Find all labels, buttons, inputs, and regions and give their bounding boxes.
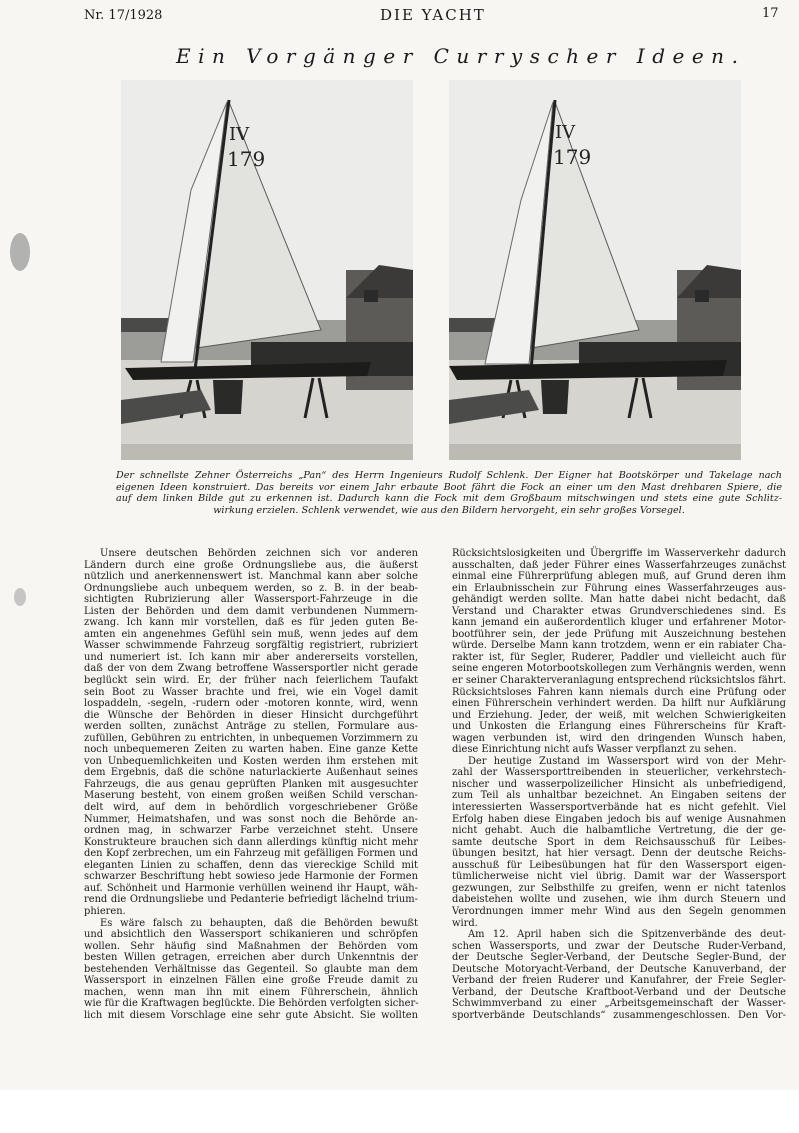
- article-title: Ein Vorgänger Curryscher Ideen.: [176, 44, 746, 68]
- text-line: zum Teil als unhaltbar bezeichnet. An Eingaben seitens der: [452, 790, 786, 802]
- text-line: eleganten Linien zu schaffen, denn das viereckige Schild mit: [84, 859, 418, 871]
- text-line: wollen. Sehr häufig sind Maßnahmen der Behörden vom: [84, 940, 418, 952]
- text-line: einen Führerschein verhindert werden. Da hilft nur Aufklärung: [452, 698, 786, 710]
- sailboat-photo-right: [449, 80, 741, 460]
- text-line: gezwungen, zur Selbsthilfe zu greifen, wenn er nicht tatenlos: [452, 882, 786, 894]
- text-line: zwang. Ich kann mir vorstellen, daß es für jeden guten Be-: [84, 617, 418, 629]
- text-line: delt wird, auf dem in behördlich vorgeschriebener Größe: [84, 802, 418, 814]
- sail-number-label: IV: [555, 122, 576, 143]
- text-line: Ordnungsliebe auch unbequem werden, so z. B. in der beab-: [84, 582, 418, 594]
- text-line: Rücksichtslosigkeiten und Übergriffe im Wasserverkehr dadurch: [452, 548, 786, 559]
- text-line: Deutsche Motoryacht-Verband, der Deutsche Kanuverband, der: [452, 963, 786, 975]
- text-line: interessierten Wassersportverbände hat es nicht gefehlt. Viel: [452, 802, 786, 814]
- text-line: der Deutsche Segler-Verband, der Deutsche Segler-Bund, der: [452, 952, 786, 964]
- text-line: übungen besitzt, hat hier versagt. Denn der deutsche Reichs-: [452, 848, 786, 860]
- text-line: Verband, der Deutsche Kraftboot-Verband und der Deutsche: [452, 986, 786, 998]
- text-line: ausschuß für Leibesübungen hat für den Wassersport eigen-: [452, 859, 786, 871]
- text-line: kann jemand ein außerordentlich kluger und erfahrener Motor-: [452, 617, 786, 629]
- text-line: bootführer sein, der jede Prüfung mit Auszeichnung bestehen: [452, 628, 786, 640]
- text-line: würde. Derselbe Mann kann trotzdem, wenn er ein rabiater Cha-: [452, 640, 786, 652]
- text-line: Listen der Behörden und dem damit verbundenen Nummern-: [84, 605, 418, 617]
- text-line: gehändigt werden sollte. Man hatte dabei nicht bedacht, daß: [452, 594, 786, 606]
- text-line: seine engeren Motorbootskollegen zum Verhängnis werden, wenn: [452, 663, 786, 675]
- text-line: ausschalten, daß jeder Führer eines Wasserfahrzeuges zunächst: [452, 559, 786, 571]
- text-line: nischer und wasserpolizeilicher Hinsicht als unbefriedigend,: [452, 778, 786, 790]
- text-line: Nummer, Heimatshafen, und was sonst noch die Behörde an-: [84, 813, 418, 825]
- text-line: sichtigten Rubrizierung aller Wassersport-Fahrzeuge in die: [84, 594, 418, 606]
- text-column-right: [452, 548, 786, 1021]
- text-line: Maserung besteht, von einem großen weißen Schild verschan-: [84, 790, 418, 802]
- text-line: lospaddeln, -segeln, -rudern oder -motoren konnte, wird, wenn: [84, 698, 418, 710]
- text-line: lich mit diesem Vorschlage eine sehr gute Absicht. Sie wollten: [84, 1009, 418, 1021]
- page-number: 17: [762, 6, 779, 21]
- text-line: nützlich und anerkennenswert ist. Manchmal kann aber solche: [84, 571, 418, 583]
- text-line: Verordnungen immer mehr Wind aus den Segeln genommen: [452, 905, 786, 917]
- text-line: beglückt sein wird. Er, der früher nach feierlichem Taufakt: [84, 675, 418, 687]
- text-line: Konstrukteure brauchen sich dann allerdings künftig nicht mehr: [84, 836, 418, 848]
- caption-line: eigenen Ideen konstruiert. Das bereits vor einem Jahr erbaute Boot fährt die Fock an einer um den Mast drehbaren Spiere, die: [116, 481, 782, 493]
- magazine-name: DIE YACHT: [380, 6, 486, 24]
- text-line: daß der von dem Zwang betroffene Wassersportler nicht gerade: [84, 663, 418, 675]
- text-line: besten Willen getragen, erreichen aber durch Unkenntnis der: [84, 952, 418, 964]
- text-line: ein Erlaubnisschein zur Führung eines Wasserfahrzeuges aus-: [452, 582, 786, 594]
- text-line: einmal eine Führerprüfung ablegen muß, auf Grund deren ihm: [452, 571, 786, 583]
- caption-line: Der schnellste Zehner Österreichs „Pan“ des Herrn Ingenieurs Rudolf Schlenk. Der Eigner hat Bootskörper und Takelage nach: [116, 470, 782, 481]
- text-line: Der heutige Zustand im Wassersport wird von der Mehr-: [468, 755, 786, 767]
- issue-number: Nr. 17/1928: [84, 8, 163, 23]
- text-line: Verstand und Charakter etwas Grundverschiedenes sind. Es: [452, 605, 786, 617]
- text-line: Es wäre falsch zu behaupten, daß die Behörden bewußt: [100, 917, 418, 929]
- text-line: sportverbände Deutschlands“ zusammengeschlossen. Den Vor-: [452, 1009, 786, 1021]
- sailboat-photo-left: [121, 80, 413, 460]
- text-line: Am 12. April haben sich die Spitzenverbände des deut-: [468, 929, 786, 941]
- photo-caption: [116, 470, 782, 516]
- text-line: Rücksichtsloses Fahren kann niemals durch eine Prüfung oder: [452, 686, 786, 698]
- text-line: wagen verbunden ist, wird den dringenden Wunsch haben,: [452, 732, 786, 744]
- text-line: ordnen mag, in schwarzer Farbe verzeichnet steht. Unsere: [84, 825, 418, 837]
- text-line: und Erziehung. Jeder, der weiß, mit welchen Schwierigkeiten: [452, 709, 786, 721]
- text-line: rend die Ordnungsliebe und Pedanterie befriedigt lächelnd trium-: [84, 894, 418, 906]
- text-line: dabeistehen wollte und zusehen, wie ihm durch Steuern und: [452, 894, 786, 906]
- text-line: rakter ist, für Segler, Ruderer, Paddler und vielleicht auch für: [452, 651, 786, 663]
- sail-number-label: 179: [553, 145, 592, 169]
- text-line: und absichtlich den Wassersport schikanieren und schröpfen: [84, 929, 418, 941]
- text-line: zufüllen, Gebühren zu entrichten, in unbequemen Vorzimmern zu: [84, 732, 418, 744]
- text-line: von Unbequemlichkeiten und Kosten werden ihm erstehen mit: [84, 755, 418, 767]
- text-line: diese Einrichtung nicht aufs Wasser verpflanzt zu sehen.: [452, 744, 737, 756]
- caption-line: wirkung erzielen. Schlenk verwendet, wie aus den Bildern hervorgeht, ein sehr großes Vorsegel.: [213, 504, 685, 516]
- text-line: werden sollten, zunächst Anträge zu stellen, Formulare aus-: [84, 721, 418, 733]
- scan-smudge: [10, 233, 30, 271]
- text-line: sein Boot zu Wasser brachte und frei, wie ein Vogel damit: [84, 686, 418, 698]
- text-line: amten ein angenehmes Gefühl sein muß, wenn jedes auf dem: [84, 628, 418, 640]
- text-line: Ländern durch eine große Ordnungsliebe aus, die äußerst: [84, 559, 418, 571]
- text-line: Unsere deutschen Behörden zeichnen sich vor anderen: [100, 548, 418, 559]
- text-line: und Unkosten die Erlangung eines Führerscheins für Kraft-: [452, 721, 786, 733]
- text-line: die Wünsche der Behörden in dieser Hinsicht durchgeführt: [84, 709, 418, 721]
- text-line: dem Ergebnis, daß die schöne naturlackierte Außenhaut seines: [84, 767, 418, 779]
- text-line: machen, wenn man ihn mit einem Führerschein, ähnlich: [84, 986, 418, 998]
- text-line: wie für die Kraftwagen beglückte. Die Behörden verfolgten sicher-: [84, 998, 419, 1010]
- scan-smudge: [14, 588, 26, 606]
- text-line: noch unbequemeren Zeiten zu warten haben. Eine ganze Kette: [84, 744, 418, 756]
- text-line: phieren.: [84, 905, 126, 917]
- text-line: Verband der freien Ruderer und Kanufahrer, der Freie Segler-: [452, 975, 786, 987]
- text-line: Schwimmverband zu einer „Arbeitsgemeinschaft der Wasser-: [452, 998, 786, 1010]
- text-line: Wassersport in einzelnen Fällen eine große Freude damit zu: [84, 975, 418, 987]
- sail-number-label: IV: [229, 124, 250, 145]
- text-line: Fahrzeugs, die aus genau geprüften Planken mit ausgesuchter: [84, 778, 418, 790]
- text-line: und numeriert ist. Ich kann mir aber andererseits vorstellen,: [84, 651, 418, 663]
- text-line: zahl der Wassersporttreibenden in steuerlicher, verkehrstech-: [452, 767, 786, 779]
- page-bottom-margin: [0, 1090, 799, 1133]
- text-line: auf. Schönheit und Harmonie verhüllen weinend ihr Haupt, wäh-: [84, 882, 418, 894]
- caption-line: auf dem linken Bilde gut zu erkennen ist. Dadurch kann die Fock mit dem Großbaum mitschwingen und stets eine gute Schlitz-: [116, 493, 782, 505]
- text-line: wird.: [452, 917, 478, 929]
- text-line: schen Wassersports, und zwar der Deutsche Ruder-Verband,: [452, 940, 786, 952]
- text-line: samte deutsche Sport in dem Reichsausschuß für Leibes-: [452, 836, 786, 848]
- text-line: den Kopf zerbrechen, um ein Fahrzeug mit gefälligen Formen und: [84, 848, 418, 860]
- text-line: tümlicherweise nicht viel übrig. Damit war der Wassersport: [452, 871, 786, 883]
- sail-number-label: 179: [227, 147, 266, 171]
- text-line: er seiner Charakterveranlagung entsprechend rücksichtslos fährt.: [452, 675, 786, 687]
- text-line: Wasser schwimmende Fahrzeug sorgfältig registriert, rubriziert: [84, 640, 418, 652]
- text-line: nicht gehabt. Auch die halbamtliche Vertretung, die der ge-: [452, 825, 786, 837]
- text-line: bestehenden Verhältnisse das Gegenteil. So glaubte man dem: [84, 963, 418, 975]
- text-line: Erfolg haben diese Eingaben jedoch bis auf wenige Ausnahmen: [452, 813, 786, 825]
- text-line: schwarzer Beschriftung hebt sowieso jede Harmonie der Formen: [84, 871, 418, 883]
- text-column-left: [84, 548, 418, 1021]
